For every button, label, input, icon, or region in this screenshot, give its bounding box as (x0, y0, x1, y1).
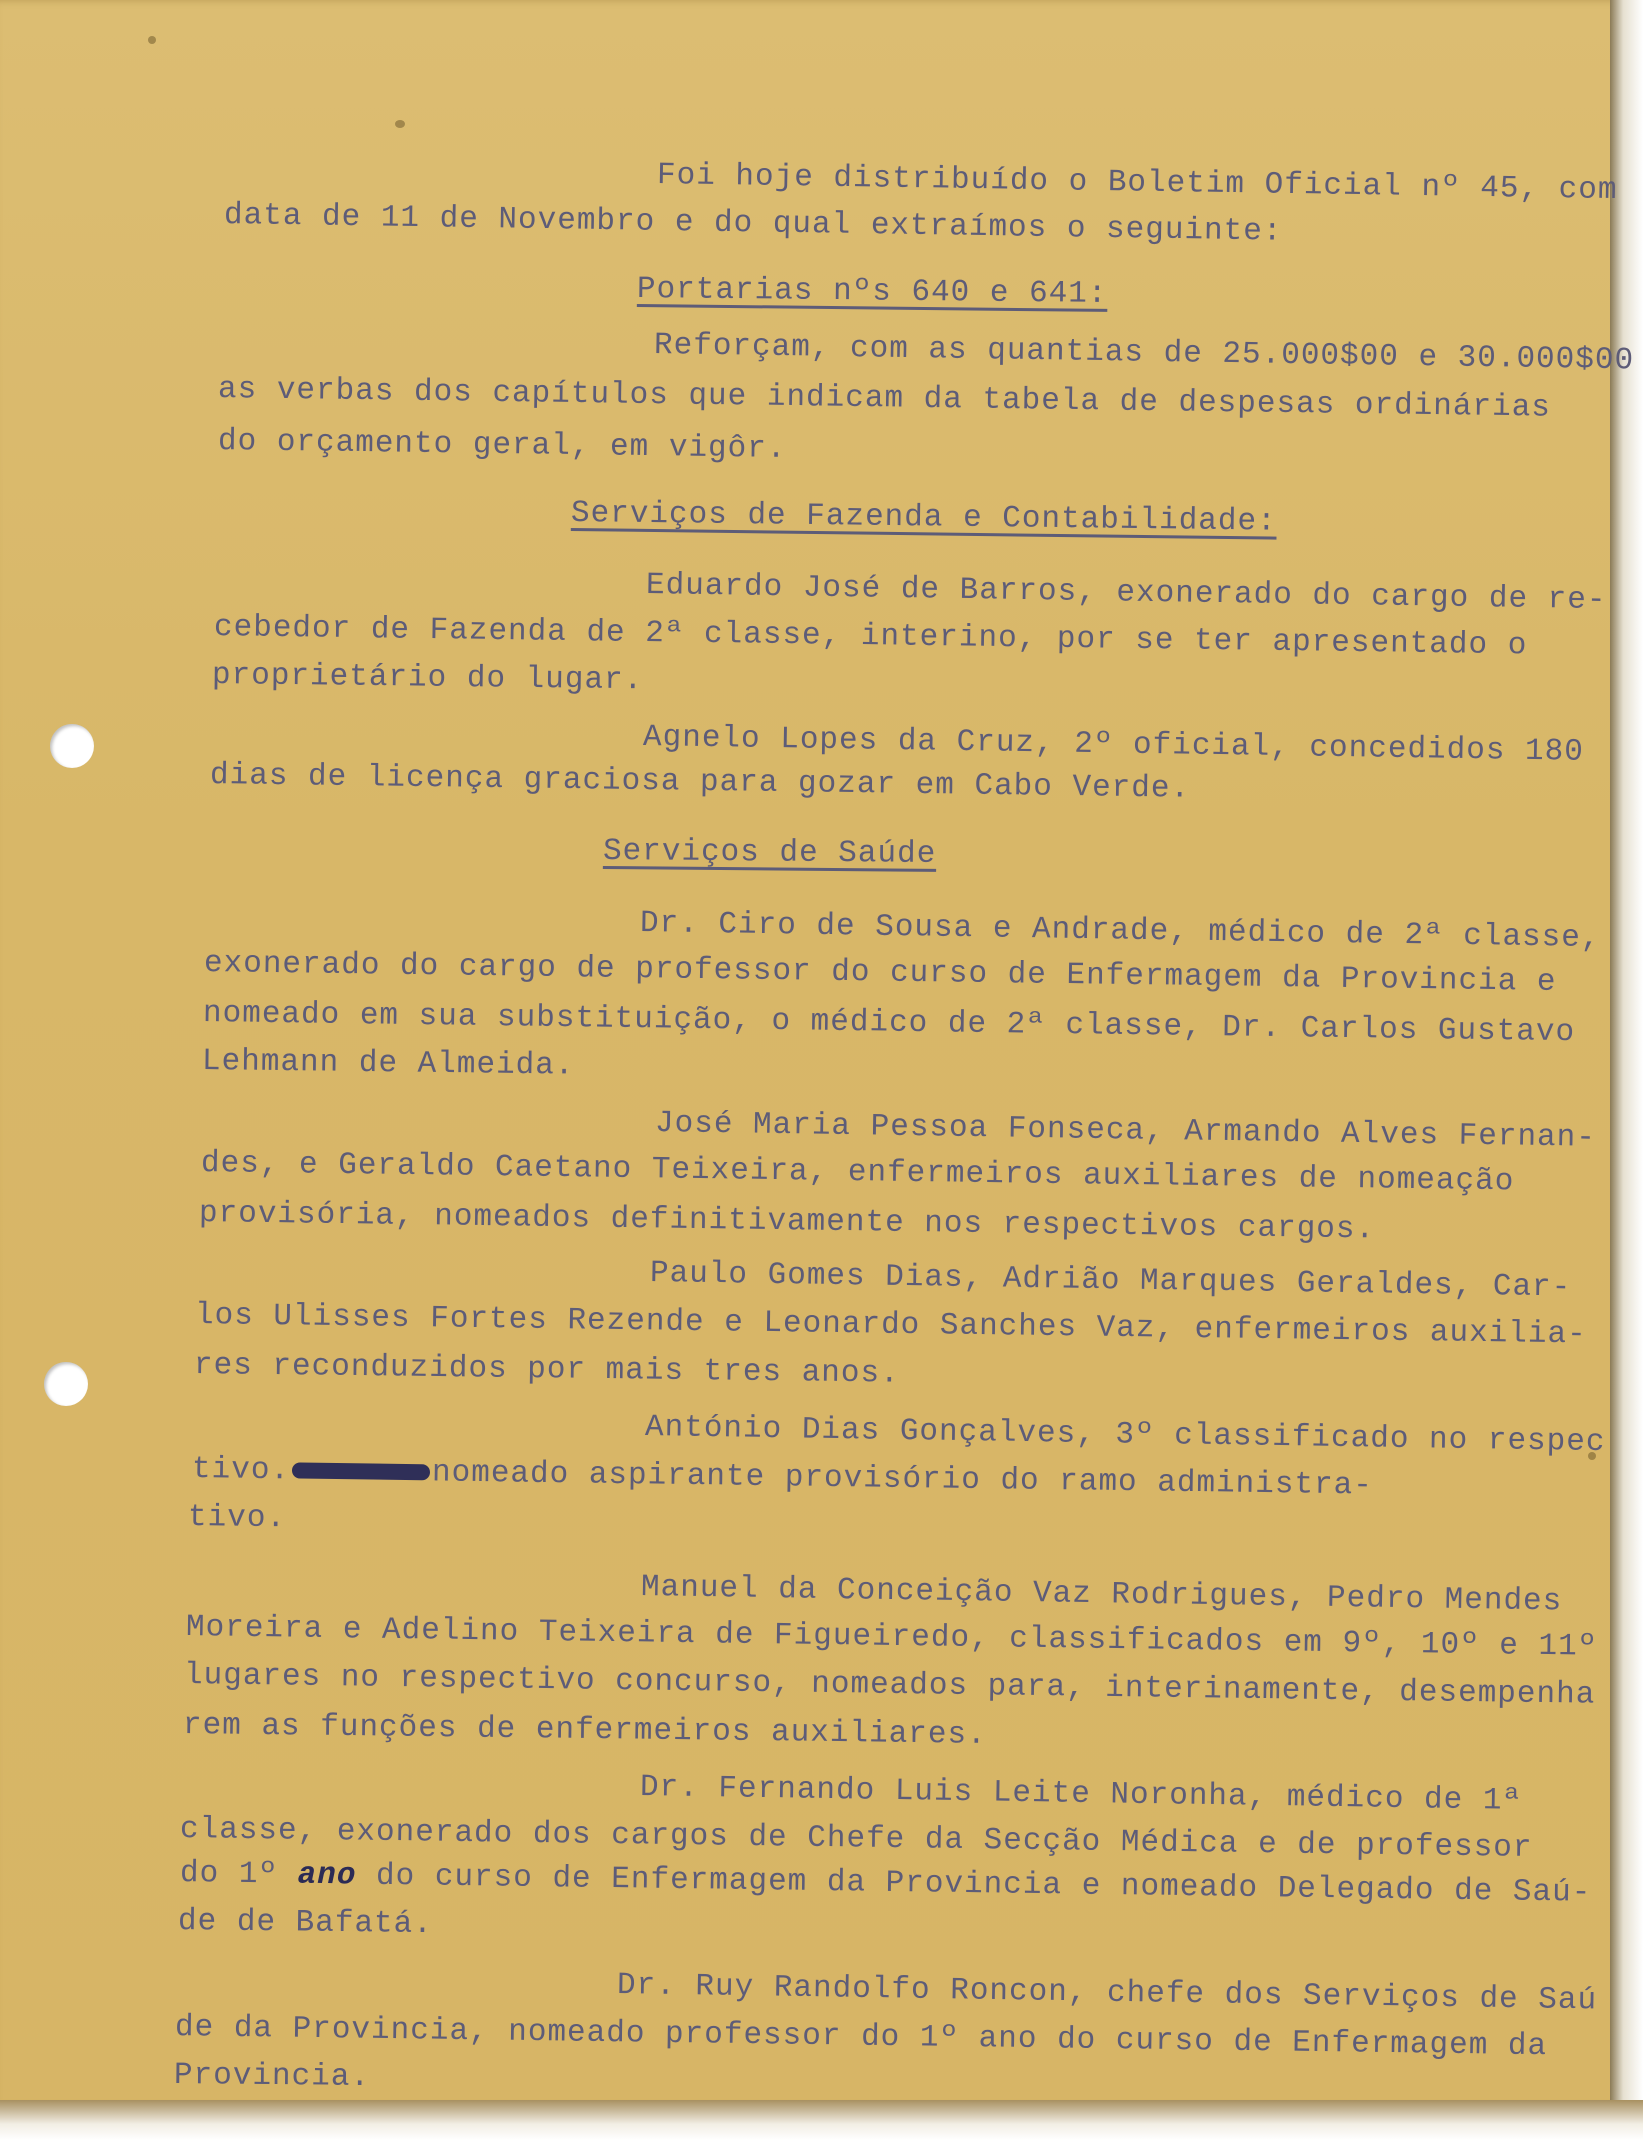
text-line: António Dias Gonçalves, 3º classificado no respec (644, 1410, 1606, 1461)
text-line: do orçamento geral, em vigôr. (217, 424, 787, 467)
text-line: los Ulisses Fortes Rezende e Leonardo Sanches Vaz, enfermeiros auxilia- (194, 1298, 1587, 1353)
section-heading: Portarias nºs 640 e 641: (636, 272, 1108, 312)
section-heading: Serviços de Fazenda e Contabilidade: (570, 496, 1277, 540)
text-line: Eduardo José de Barros, exonerado do cargo de re- (645, 568, 1607, 619)
text-line: exonerado do cargo de professor do curso de Enfermagem da Provincia e (203, 946, 1557, 1000)
text-line: res reconduzidos por mais tres anos. (193, 1348, 900, 1392)
text-line: classe, exonerado dos cargos de Chefe da Secção Médica e de professor (179, 1812, 1533, 1866)
text-line: tivo. (187, 1500, 287, 1537)
section-heading: Serviços de Saúde (602, 834, 937, 872)
text-line: rem as funções de enfermeiros auxiliares. (182, 1708, 987, 1753)
line-end: nomeado aspirante provisório do ramo administra- (431, 1455, 1374, 1504)
line-suffix: do curso de Enfermagem da Provincia e nomeado Delegado de Saú- (356, 1858, 1592, 1911)
text-line: dias de licença graciosa para gozar em Cabo Verde. (209, 758, 1191, 807)
line-start: tivo. (191, 1452, 291, 1489)
text-line: Reforçam, com as quantias de 25.000$00 e 30.000$00 (653, 328, 1635, 379)
text-line: Agnelo Lopes da Cruz, 2º oficial, concedidos 180 (642, 720, 1585, 770)
text-line: de da Provincia, nomeado professor do 1º ano do curso de Enfermagem da (174, 2010, 1548, 2065)
text-line: Manuel da Conceição Vaz Rodrigues, Pedro Mendes (640, 1570, 1563, 1620)
redaction-mark (292, 1462, 430, 1480)
paper-speck (395, 120, 405, 128)
text-line: de de Bafatá. (177, 1904, 434, 1943)
paper-speck (148, 36, 156, 44)
text-line: Dr. Fernando Luis Leite Noronha, médico de 1ª (639, 1770, 1523, 1819)
text-line: Dr. Ciro de Sousa e Andrade, médico de 2ª classe, (639, 906, 1601, 957)
text-line: José Maria Pessoa Fonseca, Armando Alves Fernan- (654, 1106, 1597, 1156)
overstruck-word: ano (297, 1857, 357, 1894)
punch-hole-icon (50, 724, 94, 768)
text-line: provisória, nomeados definitivamente nos respectivos cargos. (198, 1196, 1376, 1248)
line-prefix: do 1º (179, 1856, 298, 1893)
page-edge-bottom (0, 2100, 1643, 2140)
text-line: Provincia. (173, 2058, 371, 2096)
text-line: Paulo Gomes Dias, Adrião Marques Geraldes, Car- (649, 1256, 1572, 1306)
text-line: Lehmann de Almeida. (201, 1044, 575, 1084)
text-line: lugares no respectivo concurso, nomeados para, interinamente, desempenha (183, 1658, 1596, 1713)
punch-hole-icon (44, 1362, 88, 1406)
text-line: proprietário do lugar. (211, 658, 644, 699)
text-line: Moreira e Adelino Teixeira de Figueiredo, classificados em 9º, 10º e 11º (185, 1610, 1598, 1665)
text-line: Dr. Ruy Randolfo Roncon, chefe dos Serviços de Saú (616, 1968, 1598, 2019)
text-line: Foi hoje distribuído o Boletim Oficial nº 45, com (656, 158, 1618, 209)
text-line: nomeado em sua substituição, o médico de 2ª classe, Dr. Carlos Gustavo (202, 996, 1576, 1051)
page-edge-right (1610, 0, 1643, 2140)
text-line: cebedor de Fazenda de 2ª classe, interino, por se ter apresentado o (213, 610, 1528, 664)
text-line: des, e Geraldo Caetano Teixeira, enfermeiros auxiliares de nomeação (200, 1146, 1515, 1200)
text-line: as verbas dos capítulos que indicam da tabela de despesas ordinárias (217, 372, 1552, 426)
text-line: data de 11 de Novembro e do qual extraímos o seguinte: (223, 198, 1283, 250)
